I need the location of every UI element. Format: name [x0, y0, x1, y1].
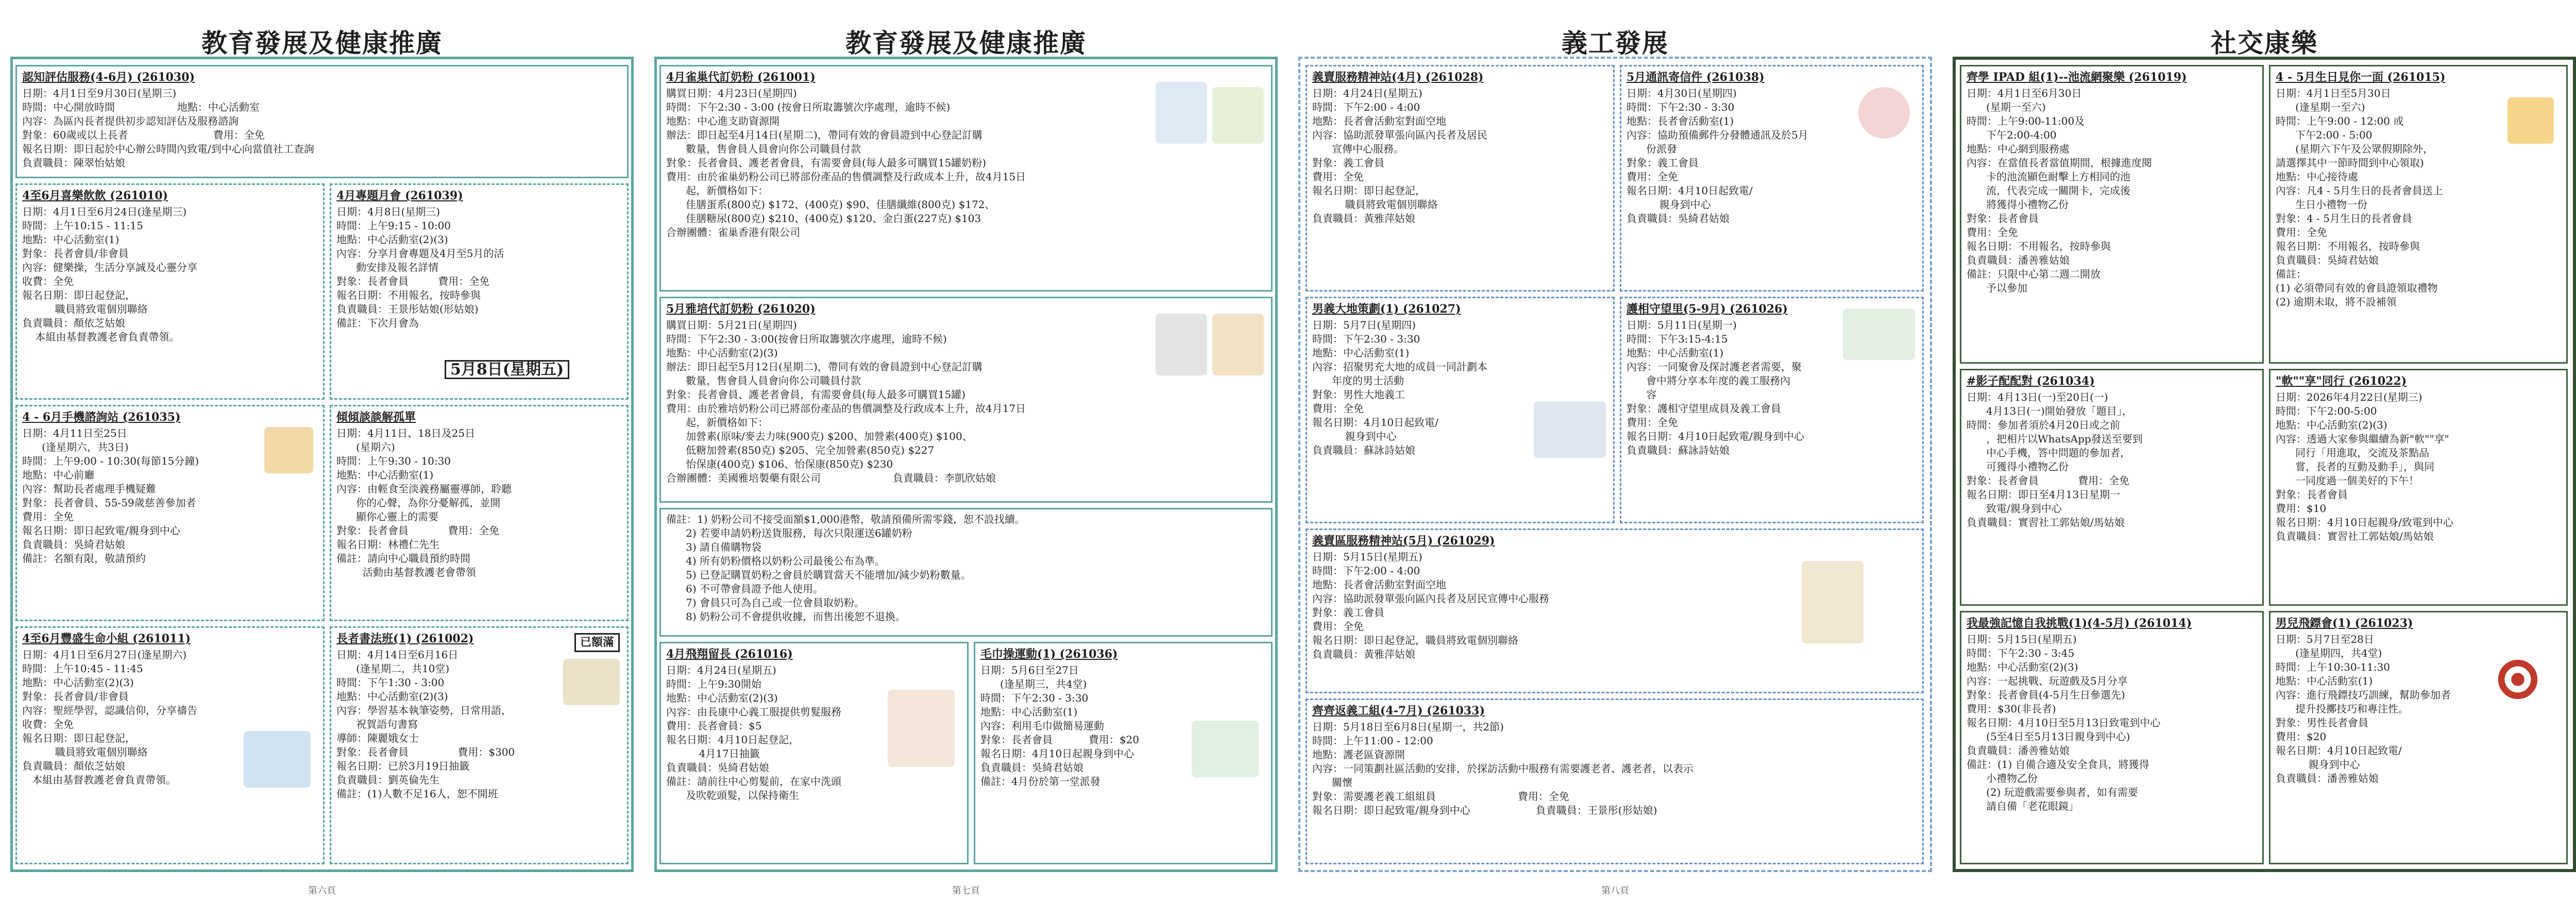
activity-card-261019	[1960, 65, 2264, 364]
activity-title: 傾傾談談解孤單	[336, 411, 416, 424]
mail-illustration-icon	[1858, 87, 1910, 139]
activity-card-261033	[1306, 698, 1924, 864]
activity-card-261011	[15, 626, 325, 864]
dartboard-icon	[2492, 654, 2544, 705]
activity-details: 日期：5月7日至28日 (逢星期四，共4堂) 時間：上午10:30-11:30 地點：中心活動室(1) 內容：進行飛鏢技巧訓練，幫助參加者 提升投擲技巧和專注性。 對象：男性長者會員 費用：$20 報名日期：4月10日起致電/ 親身到中心 負責職員：潘善雅姑娘	[2276, 633, 2451, 784]
activity-details: 日期：4月8日(星期三) 時間：上午9:15 - 10:00 地點：中心活動室(2)(3) 內容：分享月會專題及4月至5月的活 動安排及報名詳情 對象：長者會員 費用：全免 報名日期：不用報名，按時參與 負責職員：王景彤姑娘(形姑娘) 備註：下次月會為	[336, 206, 504, 329]
bible-group-illustration-icon	[244, 731, 311, 788]
page-number: 第六頁	[308, 885, 336, 896]
activity-title: 4 - 5月生日見你一面 (261015)	[2276, 71, 2446, 84]
page-education-1	[0, 0, 644, 904]
activity-title: 4至6月豐盛生命小組 (261011)	[22, 632, 191, 645]
activity-title: 男兒飛鏢會(1) (261023)	[2276, 617, 2413, 630]
activity-title: 4 - 6月手機諮詢站 (261035)	[22, 411, 181, 424]
activity-details: 日期：4月11日至25日 (逢星期六，共3日) 時間：上午9:00 - 10:30(每節15分鐘) 地點：中心前廳 內容：幫助長者處理手機疑難 對象：長者會員、55-59歲慈善參加者 費用：全免 報名日期：即日起致電/親身到中心 負責職員：吳綺君姑娘 備註：名額有限，敬請預約	[22, 427, 199, 565]
page-number: 第八頁	[1601, 885, 1629, 896]
activity-title: 護相守望里(5-9月) (261026)	[1626, 302, 1788, 316]
activity-details: 日期：5月15日(星期五) 時間：下午2:30 - 3:45 地點：中心活動室(2)(3) 內容：一起挑戰、玩遊戲及5月分享 對象：長者會員(4-5月生日參選先) 費用：$30(非長者) 報名日期：4月10日至5月13日致電到中心 (5至4日至5月13日親身到中心) 負責職員：潘善雅姑娘 備註：(1) 自備合適及安全食具，將獲得 小禮物乙份 (2) 玩遊戲需要參與者，如有需要 請自備「老花眼鏡」	[1967, 633, 2161, 812]
activity-details: 日期：5月11日(星期一) 時間：下午3:15-4:15 地點：中心活動室(1) 內容：一同聚會及探討護老者需要，聚 會中將分享本年度的義工服務內 容 對象：護相守望里成員及義工會員 費用：全免 報名日期：4月10日起致電/親身到中心 負責職員：蘇詠詩姑娘	[1626, 319, 1804, 456]
activity-card-261002	[330, 626, 629, 864]
activity-title: 義賣服務精神站(4月) (261028)	[1312, 71, 1484, 84]
nestle-milk-can-icon	[1212, 87, 1264, 144]
activity-title: 認知評估服務(4-6月) (261030)	[22, 71, 195, 84]
activity-details: 日期：4月24日(星期五) 時間：上午9:30開始 地點：中心活動室(2)(3) 內容：由長康中心義工服提供剪髮服務 費用：長者會員：$5 報名日期：4月10日起登記， 4月17日抽籤 負責職員：吳綺君姑娘 備註：請前往中心剪髮前，在家中洗頭 及吹乾頭髮，以保持衛生	[666, 664, 841, 801]
activity-details: 日期：4月1日至5月30日 (逢星期一至六) 時間：上午9:00 - 12:00 或 下午2:00 - 5:00 (星期六下午及公眾假期除外， 請選擇其中一節時間到中心領取) 地點：中心接待處 內容：凡4 - 5月生日的長者會員送上 生日小禮物一份 對象：4 - 5月生日的長者會員 費用：全免 報名日期：不用報名，按時參與 負責職員：吳綺君姑娘 備註： (1) 必須帶同有效的會員證領取禮物 (2) 逾期未取，將不設補領	[2276, 87, 2443, 308]
caregiver-group-illustration-icon	[1843, 309, 1915, 360]
page-education-2	[644, 0, 1288, 904]
page-title: 教育發展及健康推廣	[201, 28, 443, 58]
activity-details: 日期：4月24日(星期五) 時間：下午2:00 - 4:00 地點：長者會活動室對面空地 內容：協助派發單張向區內長者及居民 宣傳中心服務。 對象：義工會員 費用：全免 報名日期：即日起登記， 職員將致電個別聯絡 負責職員：黃雅萍姑娘	[1312, 87, 1487, 225]
activity-details: 購買日期：5月21日(星期四) 時間：下午2:30 - 3:00(按會日所取籌號次序處理，逾時不候) 地點：中心活動室(2)(3) 辦法：即日起至5月12日(星期二)，帶同有效的會員證到中心登記訂購 數量，售會員人員會向你公司職員付款 對象：長者會員、護老者會員，有需要會員(每人最多可購買15罐) 費用：由於雅培奶粉公司已將部份產品的售價調整及行政成本上升，故4月17日 起，新價格如下： 加營素(原味/麥去力味(900克) $200、加營素(400克) $100、 低糖加營素(850克) $205、完全加營素(850克) $227 怡保康(400克) $106、怡保康(850克) $230 合辦團體：美國雅培製藥有限公司 負責職員：李凱欣姑娘	[666, 319, 1026, 484]
activity-title: 4月專題月會 (261039)	[336, 189, 463, 202]
activity-title: "軟""享"同行 (261022)	[2276, 374, 2407, 388]
next-meeting-date: 5月8日(星期五)	[445, 360, 569, 379]
activity-title: 4至6月喜樂飲飲 (261010)	[22, 189, 168, 202]
activity-title: 4月飛翔留長 (261016)	[666, 647, 793, 661]
activity-title: 男義大地策劃(1) (261027)	[1312, 302, 1461, 316]
activity-details: 日期：4月14日至6月16日 (逢星期二，共10堂) 時間：下午1:30 - 3:00 地點：中心活動室(2)(3) 內容：學習基本執筆姿勢，日常用語， 祝賀語句書寫 導師：陳麗娥女士 對象：長者會員 費用：$300 報名日期：已於3月19日抽籤 負責職員：劉英倫先生 備註：(1)人數不足16人，恕不開班	[336, 649, 515, 800]
page-number: 第七頁	[952, 885, 980, 896]
page-title: 社交康樂	[2211, 28, 2318, 58]
activity-title: 齊齊返義工組(4-7月) (261033)	[1312, 704, 1485, 718]
abbott-milk-can-icon	[1212, 314, 1264, 376]
activity-title: 4月雀巢代訂奶粉 (261001)	[666, 71, 816, 84]
activity-details: 日期：5月15日(星期五) 時間：下午2:00 - 4:00 地點：長者會活動室對面空地 內容：協助派發單張向區內長者及居民宣傳中心服務 對象：義工會員 費用：全免 報名日期：即日起登記，職員將致電個別聯絡 負責職員：黃雅萍姑娘	[1312, 551, 1549, 660]
activity-title: 5月雅培代訂奶粉 (261020)	[666, 302, 816, 316]
calligraphy-illustration-icon	[563, 659, 620, 705]
activity-card-261015	[2269, 65, 2568, 364]
phone-illustration-icon	[264, 427, 313, 473]
activity-title: 5月通訊寄信件 (261038)	[1626, 71, 1765, 84]
activity-title: 義賣區服務精神站(5月) (261029)	[1312, 534, 1495, 548]
men-group-illustration-icon	[1534, 401, 1606, 458]
activity-details: 日期：5月6日至27日 (逢星期三，共4堂) 時間：下午2:30 - 3:30 地點：中心活動室(1) 內容：利用毛巾做簡易運動 對象：長者會員 費用：$20 報名日期：4月10日起親身到中心 負責職員：吳綺君姑娘 備註：4月份於第一堂派發	[980, 664, 1140, 788]
activity-details: 日期：4月30日(星期四) 時間：下午2:30 - 3:30 地點：長者會活動室(1) 內容：協助預備郵件分發體通訊及於5月 份派發 對象：義工會員 費用：全免 報名日期：4月10日起致電/ 親身到中心 負責職員：吳綺君姑娘	[1626, 87, 1808, 225]
activity-details: 日期：5月7日(星期四) 時間：下午2:30 - 3:30 地點：中心活動室(1) 內容：招聚男充大地的成員一同計劃本 年度的男士活動 對象：男性大地義工 費用：全免 報名日期：4月10日起致電/ 親身到中心 負責職員：蘇詠詩姑娘	[1312, 319, 1487, 456]
milk-powder-notes	[659, 508, 1273, 637]
activity-card-261020	[659, 297, 1273, 503]
abbott-milk-can-icon	[1156, 314, 1207, 376]
activity-details: 日期：2026年4月22日(星期三) 時間：下午2:00-5:00 地點：中心活動室(2)(3) 內容：透過大家參與繼續為新"軟""享" 同行「用進取，交流及茶點品 嘗，長者的互動及動手」，與同 一同度過一個美好的下午！ 對象：長者會員 費用：$10 報名日期：4月10日起親身/致電到中心 負責職員：實習社工郭姑娘/馬姑娘	[2276, 391, 2453, 542]
activity-details: 日期：4月13日(一)至20日(一) 4月13日(一)開始發放「題目」， 時間：參加者須於4月20日或之前 ，把相片以WhatsApp發送至要到 中心手機，答中問題的參加者， 可獲得小禮物乙份 對象：長者會員 費用：全免 報名日期：即日至4月13日星期一 致電/親身到中心 負責職員：實習社工郭姑娘/馬姑娘	[1967, 391, 2143, 528]
page-title: 教育發展及健康推廣	[845, 28, 1087, 58]
activity-card-261001	[659, 65, 1273, 292]
activity-card-261036	[974, 642, 1273, 864]
page-volunteer	[1288, 0, 1942, 904]
activity-details: 日期：4月11日、18日及25日 (星期六) 時間：上午9:30 - 10:30 地點：中心活動室(1) 內容：由輕食至淡義務屬靈導師，聆聽 你的心聲，為你分憂解孤，並開 顯你心靈上的需要 對象：長者會員 費用：全免 報名日期：林禮仁先生 備註：請向中心職員預約時間 活動由基督教護老會帶領	[336, 427, 512, 578]
activity-card-261029	[1306, 528, 1924, 693]
nestle-milk-can-icon	[1156, 82, 1207, 144]
page-social	[1942, 0, 2576, 904]
activity-card-261022	[2269, 369, 2568, 606]
activity-details: 日期：4月1日至6月27日(逢星期六) 時間：上午10:45 - 11:45 地點：中心活動室(2)(3) 對象：長者會員/非會員 內容：聖經學習，認識信仰，分享禱告 收費：全免 報名日期：即日起登記， 職員將致電個別聯絡 負責職員：顏依芝姑娘 本組由基督教護老會負責帶領。	[22, 649, 197, 786]
activity-details: 日期：4月1日至6月24日(逢星期三) 時間：上午10:15 - 11:15 地點：中心活動室(1) 對象：長者會員/非會員 內容：健樂操，生活分享誠及心靈分享 收費：全免 報名日期：即日起登記， 職員將致電個別聯絡 負責職員：顏依芝姑娘 本組由基督教護老會負責帶領。	[22, 206, 197, 343]
activity-title: #影子配配對 (261034)	[1967, 374, 2095, 388]
activity-title: 長者書法班(1) (261002)	[336, 632, 474, 645]
activity-card-261038	[1620, 65, 1924, 292]
activity-card-261039	[330, 183, 629, 400]
activity-card-261023	[2269, 611, 2568, 864]
activity-card-261010	[15, 183, 325, 400]
activity-card-261026	[1620, 297, 1924, 523]
activity-card-261034	[1960, 369, 2264, 606]
activity-card-261028	[1306, 65, 1615, 292]
full-badge: 已額滿	[574, 633, 620, 652]
towel-exercise-illustration-icon	[1192, 721, 1259, 777]
activity-title: 我最強記憶自我挑戰(1)(4-5月) (261014)	[1967, 617, 2192, 630]
activity-card-261030	[15, 65, 629, 178]
flyer-illustration-icon	[1802, 561, 1863, 643]
activity-details: 日期：4月1日至6月30日 (星期一至六) 時間：上午9:00-11:00及 下午2:00-4:00 地點：中心網到服務處 內容：在當值長者當值期間，根據進度閱 卡的池流顯色耐擊上方相同的池 流，代表完成一關開卡，完成後 將獲得小禮物乙份 對象：長者會員 費用：全免 報名日期：不用報名，按時參與 負責職員：潘善雅姑娘 備註：只限中心第二週二開放 予以參加	[1967, 87, 2152, 294]
activity-details: 日期：5月18日至6月8日(星期一，共2節) 時間：上午11:00 - 12:00 地點：護老區資源開 內容：一同策劃社區活動的安排，於探訪活動中服務有需要護老者、護老者，以表示 關懷 對象：需要護老義工組組員 費用：全免 報名日期：即日起致電/親身到中心 負責職員：王景彤(形姑娘)	[1312, 721, 1693, 816]
activity-card-261014	[1960, 611, 2264, 864]
page-title: 義工發展	[1562, 28, 1669, 58]
activity-card-261035	[15, 405, 325, 621]
gift-icon	[2507, 97, 2554, 144]
haircut-illustration-icon	[888, 690, 955, 767]
activity-card-chat	[330, 405, 629, 621]
activity-details: 日期：4月1日至9月30日(星期三) 時間：中心開放時間 地點：中心活動室 內容：為區內長者提供初步認知評估及服務諮詢 對象：60歲或以上長者 費用：全免 報名日期：即日起於中心辦公時間內致電/到中心向當值社工查詢 負責職員：陳翠怡姑娘	[22, 87, 314, 169]
notes-text: 備註：1) 奶粉公司不接受面額$1,000港幣，敬請預備所需零錢，恕不設找續。 2) 若要申請奶粉送貨服務，每次只限運送6罐奶粉 3) 請自備購物袋 4) 所有奶粉價格以奶粉公司最後公布為準。 5) 已登記購買奶粉之會員於購買當天不能增加/減少奶粉數量。 6) 不可帶會員證予他人使用。 7) 會員只可為自己或一位會員取奶粉。 8) 奶粉公司不會提供收據，而售出後恕不退換。	[666, 513, 1025, 623]
activity-card-261027	[1306, 297, 1615, 523]
activity-title: 齊學 IPAD 組(1)--池流網聚樂 (261019)	[1967, 71, 2187, 84]
activity-details: 購買日期：4月23日(星期四) 時間：下午2:30 - 3:00 (按會日所取籌號次序處理，逾時不候) 地點：中心進支助資源開 辦法：即日起至4月14日(星期二)，帶同有效的會員證到中心登記訂購 數量，售會員人員會向你公司職員付款 對象：長者會員、護老者會員，有需要會員(每人最多可購買15罐奶粉) 費用：由於雀巢奶粉公司已將部份產品的售價調整及行政成本上升，故4月15日 起，新價格如下： 佳膳蛋系(800克) $172、(400克) $90、佳膳纖維(800克) $172、 佳膳糖尿(800克) $210、(400克) $120、金白蛋(227克) $103 合辦團體：雀巢香港有限公司	[666, 87, 1026, 238]
activity-card-261016	[659, 642, 969, 864]
activity-title: 毛巾操運動(1) (261036)	[980, 647, 1118, 661]
